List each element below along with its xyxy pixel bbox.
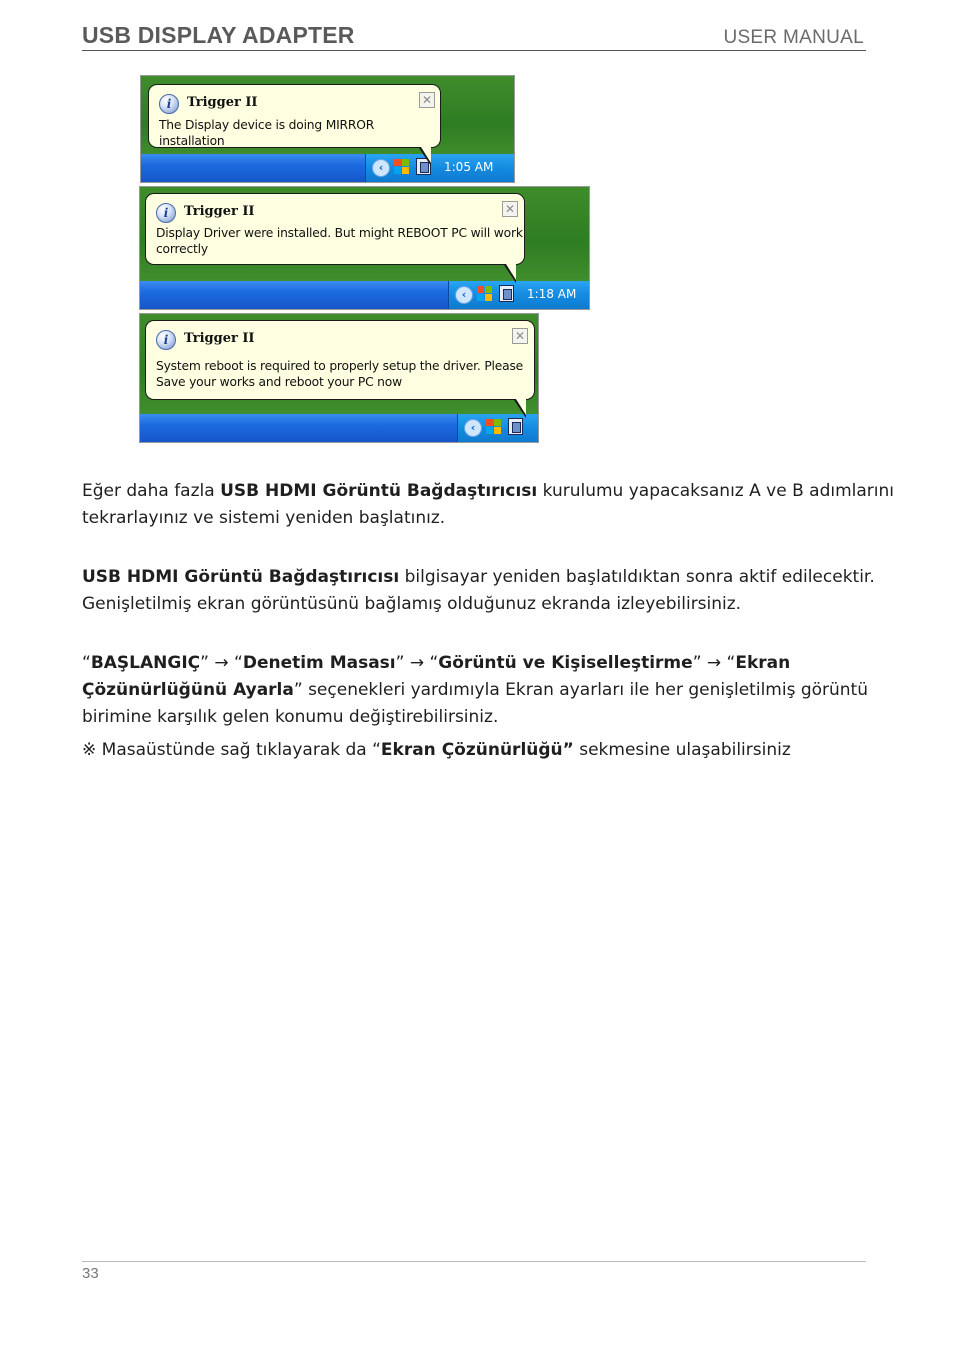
text-run: kurulumu yapacaksanız A ve B adımlarını tekrarlayınız ve sistemi yeniden başlatınız. [82,481,894,528]
windows-flag-icon[interactable] [477,286,493,302]
tray-expand-icon[interactable]: ‹ [464,419,482,437]
product-name-bold: USB HDMI Görüntü Bağdaştırıcısı [220,481,538,501]
system-tray [457,414,538,442]
text-run: “ [82,653,91,673]
text-run: ” seçenekleri yardımıyla Ekran ayarları ile her genişletilmiş görüntü birimine karşılık gelen konumu değiştirebilirsiniz. [82,680,868,727]
balloon-message [159,117,440,149]
balloon-message-line: The Display device is doing MIRROR installation [159,118,375,148]
balloon-title: Trigger II [184,204,255,219]
balloon-message-line: correctly [156,242,208,256]
close-icon[interactable]: ✕ [502,201,518,217]
paragraph-activation [82,564,902,618]
close-icon[interactable]: ✕ [419,92,435,108]
system-tray [365,154,514,182]
menu-path-appearance: Görüntü ve Kişiselleştirme [438,653,693,673]
document-subtitle: USER MANUAL [723,27,864,48]
text-run: ※ Masaüstünde sağ tıklayarak da “ [82,740,381,760]
resolution-tab-bold: Ekran Çözünürlüğü” [380,740,574,760]
screenshot-reboot-required [139,313,539,443]
menu-path-control-panel: Denetim Masası [242,653,396,673]
page-header [82,22,866,51]
display-adapter-tray-icon[interactable] [508,418,523,435]
balloon-message-line: Save your works and reboot your PC now [156,375,402,389]
windows-flag-icon[interactable] [394,159,410,175]
windows-flag-icon[interactable] [486,419,502,435]
balloon-tail [504,265,516,283]
paragraph-settings-path [82,650,902,731]
page-number: 33 [82,1265,99,1282]
text-run: ” → “ [692,653,736,673]
balloon-tail [514,400,526,418]
info-icon: i [156,330,176,350]
tray-expand-icon[interactable]: ‹ [455,286,473,304]
document-title: USB DISPLAY ADAPTER [82,22,355,48]
screenshot-mirror-installation [140,75,515,183]
text-run: bilgisayar yeniden başlatıldıktan sonra aktif edilecektir. Genişletilmiş ekran görüntüsünü bağlamış olduğunuz ekranda izleyebilirsiniz. [82,567,875,614]
system-tray [448,281,589,309]
notification-balloon[interactable] [148,84,441,148]
text-run: sekmesine ulaşabilirsiniz [573,740,791,760]
balloon-message [156,358,523,390]
balloon-tail [419,148,431,166]
balloon-title: Trigger II [187,95,258,110]
info-icon: i [159,94,179,114]
balloon-message [156,225,523,257]
balloon-title: Trigger II [184,331,255,346]
text-run: ” → “ [395,653,439,673]
tray-expand-icon[interactable]: ‹ [372,159,390,177]
footer-divider [82,1261,866,1262]
balloon-message-line: Display Driver were installed. But might REBOOT PC will work [156,226,523,240]
info-icon: i [156,203,176,223]
balloon-message-line: System reboot is required to properly setup the driver. Please [156,359,524,373]
tray-clock: 1:18 AM [527,287,577,301]
close-icon[interactable]: ✕ [512,328,528,344]
notification-balloon[interactable] [145,320,535,400]
tray-clock: 1:05 AM [444,160,494,174]
menu-path-resolution: Ekran Çözünürlüğünü Ayarla [82,653,791,700]
menu-path-start: BAŞLANGIÇ [90,653,201,673]
product-name-bold: USB HDMI Görüntü Bağdaştırıcısı [82,567,400,587]
paragraph-repeat-installation [82,478,902,532]
text-run: ” → “ [200,653,243,673]
display-adapter-tray-icon[interactable] [499,285,514,302]
paragraph-note [82,737,902,764]
text-run: Eğer daha fazla [82,481,221,501]
notification-balloon[interactable] [145,193,525,265]
screenshot-driver-installed [139,186,590,310]
